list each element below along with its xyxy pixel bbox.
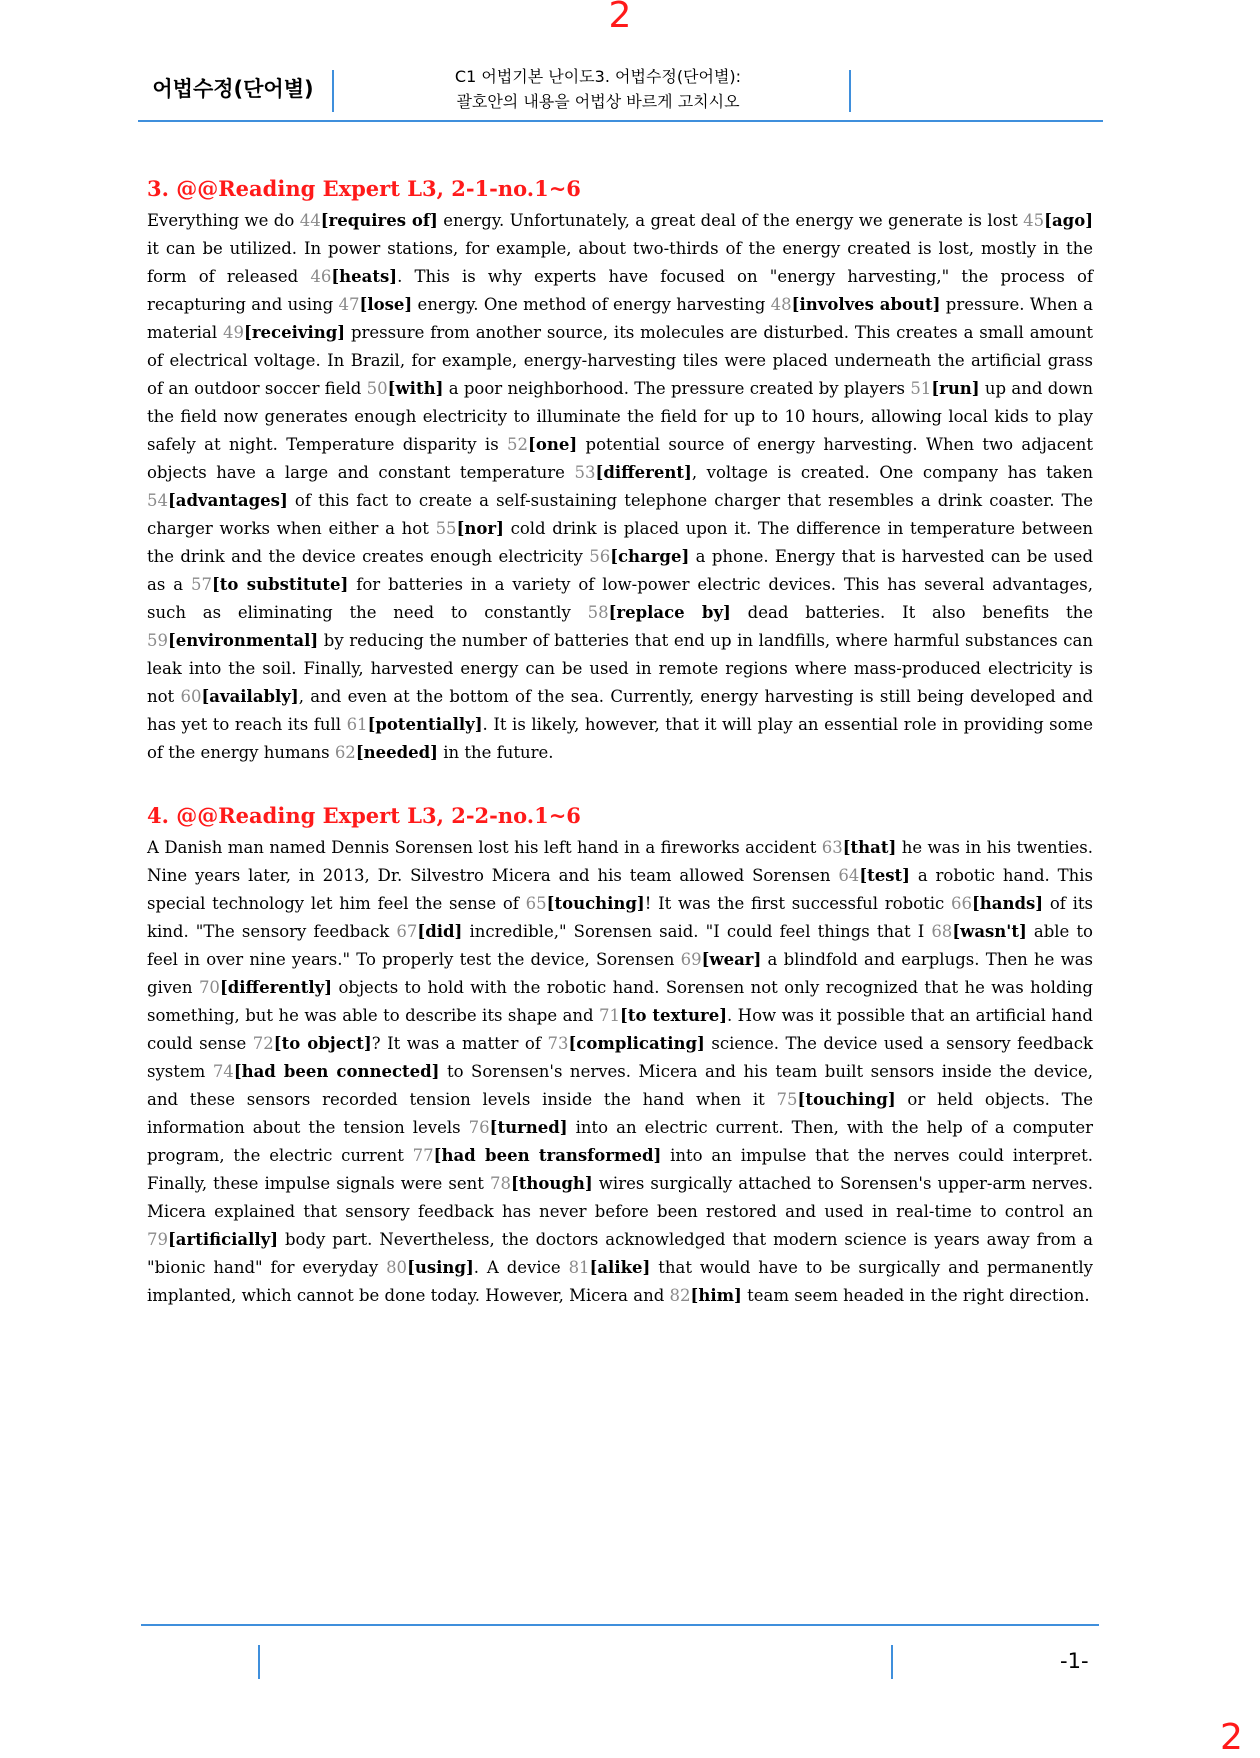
bracket-answer: [test]: [859, 866, 910, 885]
question-number: 67: [396, 922, 418, 941]
bracket-answer: [turned]: [489, 1118, 568, 1137]
bracket-answer: [though]: [510, 1174, 593, 1193]
question-number: 74: [212, 1062, 234, 1081]
header-center-line1: C1 어법기본 난이도3. 어법수정(단어별):: [454, 67, 742, 86]
question-number: 62: [334, 743, 356, 762]
question-number: 75: [776, 1090, 798, 1109]
bracket-answer: [lose]: [359, 295, 413, 314]
question-number: 47: [338, 295, 360, 314]
header-center-title: [338, 64, 858, 114]
bracket-answer: [had been connected]: [233, 1062, 440, 1081]
question-number: 50: [366, 379, 388, 398]
question-number: 58: [587, 603, 609, 622]
question-number: 73: [547, 1034, 569, 1053]
bracket-answer: [requires of]: [320, 211, 438, 230]
question-number: 59: [147, 631, 168, 650]
question-number: 51: [910, 379, 932, 398]
bracket-answer: [using]: [407, 1258, 474, 1277]
question-number: 77: [412, 1146, 434, 1165]
question-number: 82: [669, 1286, 691, 1305]
bracket-answer: [different]: [595, 463, 692, 482]
header-rule: [138, 120, 1103, 122]
bracket-answer: [involves about]: [791, 295, 941, 314]
footer-divider-right: [891, 1645, 893, 1679]
section-title: 3. @@Reading Expert L3, 2-1-no.1~6: [147, 176, 581, 201]
question-number: 71: [599, 1006, 621, 1025]
question-number: 48: [770, 295, 792, 314]
question-number: 53: [574, 463, 596, 482]
bracket-answer: [wear]: [701, 950, 762, 969]
page-header: [138, 60, 1103, 124]
question-number: 60: [180, 687, 202, 706]
bracket-answer: [ago]: [1044, 211, 1094, 230]
bracket-answer: [hands]: [971, 894, 1044, 913]
question-number: 56: [589, 547, 611, 566]
question-number: 54: [147, 491, 168, 510]
passage-section-1: [147, 175, 1093, 767]
bracket-answer: [one]: [528, 435, 578, 454]
page-mark-bottom: 2: [1220, 1717, 1243, 1758]
passage-text: Everything we do 44[requires of] energy. Unfortunately, a great deal of the energy we generate is lost 45[ago] it can be utilized. In power stations, for example, about two-thirds of the energy created is lost, mostly in the form of released 46[heats]. This is why experts have focused on "energy harvesting," the process of recapturing and using 47[lose] energy. One method of energy harvesting 48[involves about] pressure. When a material 49[receiving] pressure from another source, its molecules are disturbed. This creates a small amount of electrical voltage. In Brazil, for example, energy-harvesting tiles were placed underneath the artificial grass of an outdoor soccer field 50[with] a poor neighborhood. The pressure created by players 51[run] up and down the field now generates enough electricity to illuminate the field for up to 10 hours, allowing local kids to play safely at night. Temperature disparity is 52[one] potential source of energy harvesting. When two adjacent objects have a large and constant temperature 53[different], voltage is created. One company has taken 54[advantages] of this fact to create a self-sustaining telephone charger that resembles a drink coaster. The charger works when either a hot 55[nor] cold drink is placed upon it. The difference in temperature between the drink and the device creates enough electricity 56[charge] a phone. Energy that is harvested can be used as a 57[to substitute] for batteries in a variety of low-power electric devices. This has several advantages, such as eliminating the need to constantly 58[replace by] dead batteries. It also benefits the 59[environmental] by reducing the number of batteries that end up in landfills, where harmful substances can leak into the soil. Finally, harvested energy can be used in remote regions where mass-produced electricity is not 60[availably], and even at the bottom of the sea. Currently, energy harvesting is still being developed and has yet to reach its full 61[potentially]. It is likely, however, that it will play an essential role in providing some of the energy humans 62[needed] in the future.: [147, 211, 1094, 762]
bracket-answer: [had been transformed]: [433, 1146, 662, 1165]
question-number: 61: [346, 715, 368, 734]
question-number: 44: [299, 211, 321, 230]
header-divider-right: [849, 70, 851, 112]
bracket-answer: [availably]: [201, 687, 299, 706]
bracket-answer: [to object]: [273, 1034, 372, 1053]
bracket-answer: [advantages]: [168, 491, 288, 510]
bracket-answer: [touching]: [797, 1090, 896, 1109]
question-number: 65: [525, 894, 547, 913]
question-number: 81: [568, 1258, 590, 1277]
footer-page-number: -1-: [1060, 1649, 1089, 1673]
bracket-answer: [receiving]: [244, 323, 346, 342]
bracket-answer: [with]: [387, 379, 444, 398]
bracket-answer: [potentially]: [367, 715, 483, 734]
question-number: 78: [489, 1174, 511, 1193]
question-number: 55: [435, 519, 457, 538]
bracket-answer: [that]: [842, 838, 897, 857]
section-title: 4. @@Reading Expert L3, 2-2-no.1~6: [147, 803, 581, 828]
bracket-answer: [to substitute]: [211, 575, 349, 594]
header-divider-left: [332, 70, 334, 112]
bracket-answer: [did]: [417, 922, 463, 941]
passage-text: A Danish man named Dennis Sorensen lost his left hand in a fireworks accident 63[that] he was in his twenties. Nine years later, in 2013, Dr. Silvestro Micera and his team allowed Sorensen 64[test] a robotic hand. This special technology let him feel the sense of 65[touching]! It was the first successful robotic 66[hands] of its kind. "The sensory feedback 67[did] incredible," Sorensen said. "I could feel things that I 68[wasn't] able to feel in over nine years." To properly test the device, Sorensen 69[wear] a blindfold and earplugs. Then he was given 70[differently] objects to hold with the robotic hand. Sorensen not only recognized that he was holding something, but he was able to describe its shape and 71[to texture]. How was it possible that an artificial hand could sense 72[to object]? It was a matter of 73[complicating] science. The device used a sensory feedback system 74[had been connected] to Sorensen's nerves. Micera and his team built sensors inside the device, and these sensors recorded tension levels inside the hand when it 75[touching] or held objects. The information about the tension levels 76[turned] into an electric current. Then, with the help of a computer program, the electric current 77[had been transformed] into an impulse that the nerves could interpret. Finally, these impulse signals were sent 78[though] wires surgically attached to Sorensen's upper-arm nerves. Micera explained that sensory feedback has never before been restored and used in real-time to control an 79[artificially] body part. Nevertheless, the doctors acknowledged that modern science is years away from a "bionic hand" for everyday 80[using]. A device 81[alike] that would have to be surgically and permanently implanted, which cannot be done today. However, Micera and 82[him] team seem headed in the right direction.: [147, 838, 1094, 1305]
question-number: 52: [507, 435, 529, 454]
question-number: 68: [931, 922, 953, 941]
passage-section-2: [147, 802, 1093, 1310]
bracket-answer: [replace by]: [608, 603, 731, 622]
question-number: 45: [1023, 211, 1045, 230]
bracket-answer: [environmental]: [168, 631, 319, 650]
bracket-answer: [artificially]: [168, 1230, 279, 1249]
question-number: 57: [190, 575, 212, 594]
bracket-answer: [touching]: [546, 894, 645, 913]
question-number: 49: [223, 323, 245, 342]
question-number: 46: [310, 267, 332, 286]
header-left-title: 어법수정(단어별): [152, 77, 314, 101]
bracket-answer: [needed]: [355, 743, 438, 762]
page-mark-top: 2: [608, 0, 632, 36]
bracket-answer: [wasn't]: [952, 922, 1027, 941]
bracket-answer: [to texture]: [620, 1006, 727, 1025]
question-number: 69: [680, 950, 702, 969]
footer-divider-left: [258, 1645, 260, 1679]
question-number: 64: [838, 866, 860, 885]
bracket-answer: [nor]: [456, 519, 504, 538]
question-number: 66: [950, 894, 972, 913]
question-number: 63: [821, 838, 843, 857]
bracket-answer: [run]: [931, 379, 980, 398]
question-number: 80: [386, 1258, 408, 1277]
bracket-answer: [charge]: [610, 547, 690, 566]
question-number: 76: [468, 1118, 490, 1137]
question-number: 72: [252, 1034, 274, 1053]
header-center-line2: 괄호안의 내용을 어법상 바르게 고치시오: [456, 92, 740, 111]
bracket-answer: [alike]: [589, 1258, 651, 1277]
question-number: 79: [147, 1230, 168, 1249]
bracket-answer: [heats]: [331, 267, 398, 286]
bracket-answer: [him]: [690, 1286, 742, 1305]
bracket-answer: [differently]: [219, 978, 333, 997]
question-number: 70: [198, 978, 220, 997]
bracket-answer: [complicating]: [568, 1034, 705, 1053]
footer-rule: [141, 1624, 1099, 1626]
